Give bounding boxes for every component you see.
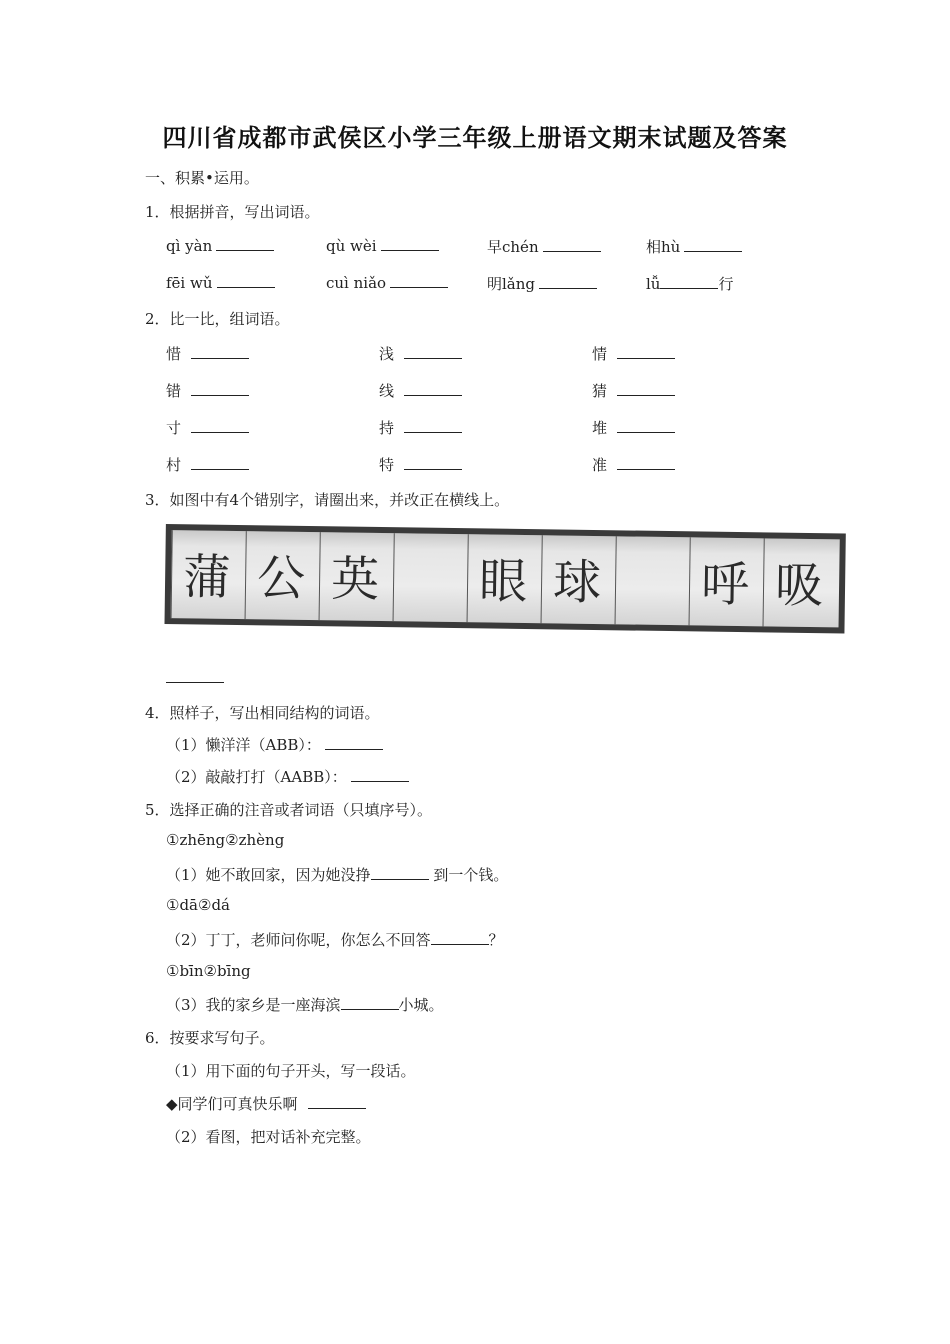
grid-char[interactable]: 球 [552,554,602,612]
q1-item [487,273,597,294]
q2-item: 惜 [166,343,249,364]
q6-sentence: ◆同学们可真快乐啊 [166,1093,366,1114]
answer-blank[interactable] [617,455,675,470]
q5-options: ①dā②dá [166,896,230,914]
answer-blank[interactable] [617,418,675,433]
answer-blank[interactable] [390,273,448,288]
q2-item: 寸 [166,417,249,438]
pinyin: cuì niǎo [326,274,387,292]
answer-blank[interactable] [351,767,409,782]
grid-char[interactable]: 公 [256,550,306,607]
q2-item: 准 [592,454,675,475]
q1-item [487,236,601,257]
q1-label: 1．根据拼音，写出词语。 [145,203,320,221]
grid-char[interactable]: 眼 [478,553,528,611]
q6-item: （2）看图，把对话补充完整。 [166,1128,371,1146]
grid-char[interactable]: 英 [330,551,380,608]
answer-blank[interactable] [191,418,249,433]
q2-item: 情 [592,343,675,364]
pinyin: 相hù [646,238,681,256]
answer-blank[interactable] [191,455,249,470]
q5-item: （3）我的家乡是一座海滨 小城。 [166,996,444,1014]
answer-blank[interactable] [543,237,601,252]
grid-cell [615,536,688,625]
q5-options: ①zhēng②zhèng [166,831,285,849]
answer-blank[interactable] [191,344,249,359]
q1-item [326,236,439,255]
q1-item [646,273,733,294]
answer-blank[interactable] [166,668,224,683]
grid-char[interactable]: 吸 [774,557,824,615]
answer-blank[interactable] [404,344,462,359]
pinyin: lǚ [646,275,661,293]
answer-blank[interactable] [341,995,399,1010]
answer-blank[interactable] [660,274,718,289]
q6-label: 6．按要求写句子。 [145,1029,275,1047]
pinyin: qù wèi [326,237,377,255]
pinyin: 明lǎng [487,275,536,293]
q5-item: （2）丁丁，老师问你呢，你怎么不回答 ？ [166,931,504,949]
word-suffix: 行 [718,275,734,293]
q2-item: 村 [166,454,249,475]
q2-item: 错 [166,380,249,401]
answer-blank[interactable] [404,381,462,396]
q2-item: 特 [379,454,462,475]
q2-item: 线 [379,380,462,401]
answer-blank[interactable] [216,236,274,251]
q5-item: （1）她不敢回家，因为她没挣 到一个钱。 [166,866,509,884]
answer-blank[interactable] [684,237,742,252]
character-grid-image [164,516,846,653]
page-title: 四川省成都市武侯区小学三年级上册语文期末试题及答案 [162,124,788,152]
q1-item [166,236,274,255]
grid-char[interactable]: 蒲 [182,549,232,606]
answer-blank[interactable] [308,1094,366,1109]
q2-item: 持 [379,417,462,438]
answer-blank[interactable] [381,236,439,251]
answer-blank[interactable] [404,455,462,470]
q4-item: （2）敲敲打打（AABB）： [166,766,409,787]
answer-blank[interactable] [539,274,597,289]
pinyin: fēi wǔ [166,274,213,292]
q4-label: 4．照样子，写出相同结构的词语。 [145,704,380,722]
q1-item [326,273,448,292]
q1-item [166,273,275,292]
q3-label: 3．如图中有4个错别字，请圈出来，并改正在横线上。 [145,491,510,509]
q3-answer [166,668,224,687]
grid-cell [393,533,466,622]
answer-blank[interactable] [404,418,462,433]
section-heading: 一、积累•运用。 [145,169,259,187]
q1-item [646,236,742,257]
q4-item: （1）懒洋洋（ABB）： [166,734,383,755]
q2-item: 堆 [592,417,675,438]
q5-options: ①bīn②bīng [166,962,251,980]
grid-char[interactable]: 呼 [700,556,750,614]
answer-blank[interactable] [217,273,275,288]
q5-label: 5．选择正确的注音或者词语（只填序号）。 [145,801,433,819]
answer-blank[interactable] [191,381,249,396]
q2-item: 猜 [592,380,675,401]
answer-blank[interactable] [325,735,383,750]
answer-blank[interactable] [617,381,675,396]
q2-label: 2．比一比，组词语。 [145,310,290,328]
answer-blank[interactable] [371,865,429,880]
q2-item: 浅 [379,343,462,364]
answer-blank[interactable] [431,930,489,945]
answer-blank[interactable] [617,344,675,359]
pinyin: 早chén [487,238,539,256]
q6-item: （1）用下面的句子开头，写一段话。 [166,1062,416,1080]
pinyin: qì yàn [166,237,213,255]
